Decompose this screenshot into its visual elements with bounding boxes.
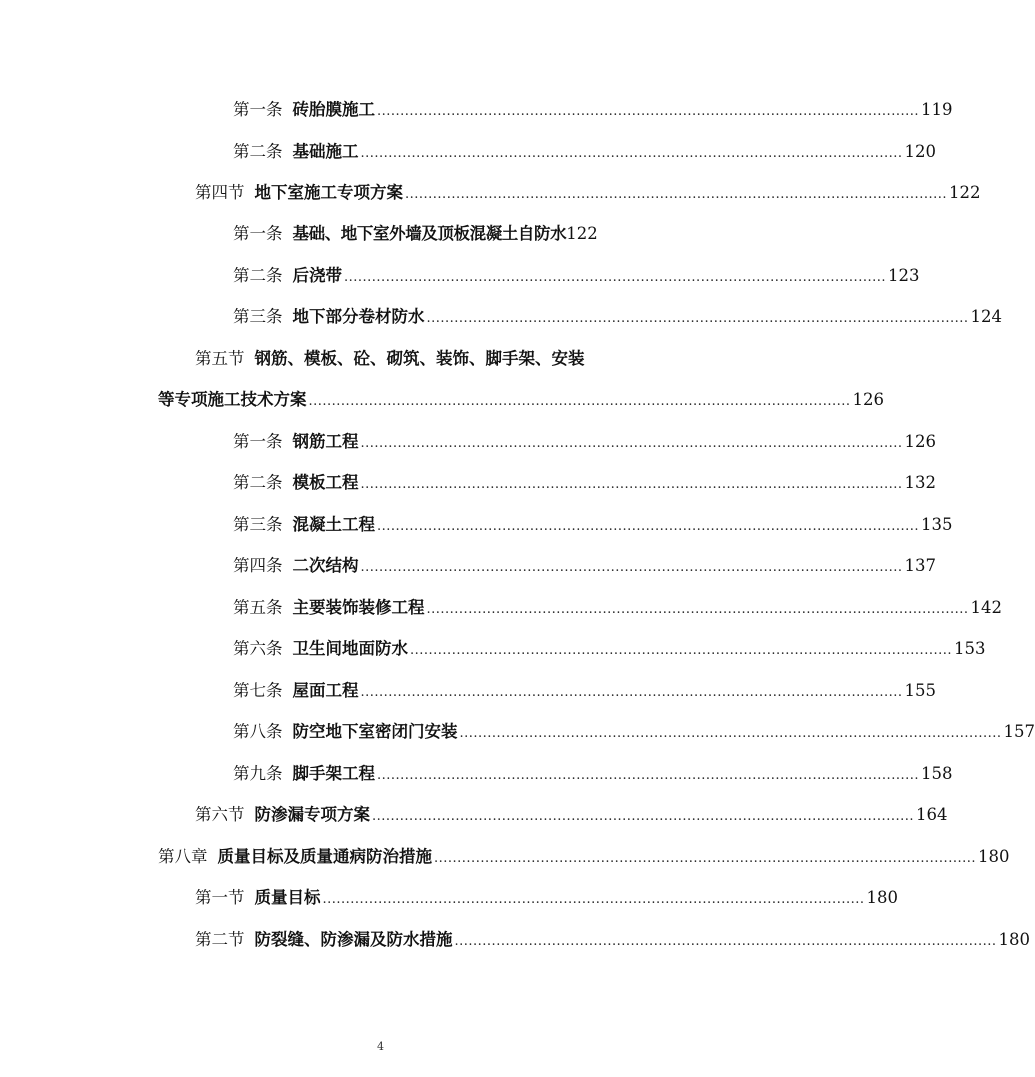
toc-entry-number: 第七条 xyxy=(233,681,283,700)
toc-entry[interactable] xyxy=(195,346,641,372)
toc-entry-title: 地下部分卷材防水 xyxy=(292,307,425,326)
toc-entry[interactable] xyxy=(233,263,920,289)
toc-entry-page: 126 xyxy=(852,390,884,409)
toc-entry-number: 第三条 xyxy=(233,307,283,326)
toc-leader-dots: ..................................................................................................................... xyxy=(372,809,914,824)
toc-entry-title: 混凝土工程 xyxy=(292,515,375,534)
toc-entry-page: 180 xyxy=(998,930,1030,949)
toc-entry-number: 第一节 xyxy=(195,888,245,907)
toc-leader-dots: ..................................................................................................................... xyxy=(426,311,969,326)
toc-leader-dots: ..................................................................................................................... xyxy=(360,436,903,451)
toc-entry[interactable] xyxy=(233,221,643,247)
toc-leader-dots: ..................................................................................................................... xyxy=(434,851,976,866)
toc-entry-title: 质量目标及质量通病防治措施 xyxy=(217,847,432,866)
toc-leader-dots: ..................................................................................................................... xyxy=(459,726,1002,741)
toc-entry-page: 153 xyxy=(953,639,986,658)
toc-entry-page: 122 xyxy=(566,224,598,243)
toc-entry-title: 卫生间地面防水 xyxy=(292,639,408,658)
toc-entry-page: 132 xyxy=(904,473,936,492)
toc-entry-title-continued: 等专项施工技术方案 xyxy=(158,390,307,409)
toc-entry[interactable] xyxy=(233,553,936,579)
toc-entry-title: 基础、地下室外墙及顶板混凝土自防水 xyxy=(292,224,567,243)
toc-entry-number: 第一条 xyxy=(233,224,283,243)
toc-entry[interactable] xyxy=(233,470,936,496)
toc-leader-dots: ..................................................................................................................... xyxy=(377,768,919,783)
toc-entry[interactable] xyxy=(233,719,1035,745)
toc-entry-number: 第一条 xyxy=(233,100,283,119)
toc-entry-number: 第四节 xyxy=(195,183,245,202)
toc-entry-title: 基础施工 xyxy=(292,142,359,161)
toc-leader-dots: ..................................................................................................................... xyxy=(322,892,865,907)
toc-entry[interactable] xyxy=(233,512,953,538)
toc-entry[interactable] xyxy=(233,429,936,455)
toc-entry-title: 防渗漏专项方案 xyxy=(254,805,370,824)
toc-entry[interactable] xyxy=(158,844,1010,870)
toc-entry[interactable] xyxy=(233,595,1002,621)
toc-entry-number: 第二条 xyxy=(233,473,283,492)
toc-leader-dots: ..................................................................................................................... xyxy=(360,685,903,700)
toc-entry-title: 砖胎膜施工 xyxy=(292,100,375,119)
toc-entry-title: 防空地下室密闭门安装 xyxy=(292,722,458,741)
toc-entry-number: 第九条 xyxy=(233,764,283,783)
toc-entry-title: 后浇带 xyxy=(292,266,342,285)
toc-entry-page: 158 xyxy=(920,764,953,783)
toc-entry[interactable] xyxy=(233,636,986,662)
toc-entry-page: 123 xyxy=(887,266,920,285)
toc-entry-number: 第一条 xyxy=(233,432,283,451)
toc-leader-dots: ..................................................................................................................... xyxy=(344,270,886,285)
toc-entry-number: 第二节 xyxy=(195,930,245,949)
toc-entry-page: 180 xyxy=(866,888,898,907)
toc-entry-title: 脚手架工程 xyxy=(292,764,375,783)
toc-leader-dots: ..................................................................................................................... xyxy=(405,187,947,202)
toc-leader-dots: ..................................................................................................................... xyxy=(360,146,903,161)
toc-entry-title: 主要装饰装修工程 xyxy=(292,598,425,617)
toc-entry-number: 第八章 xyxy=(158,847,208,866)
toc-entry-number: 第八条 xyxy=(233,722,283,741)
toc-leader-dots: ..................................................................................................................... xyxy=(410,643,952,658)
toc-entry-number: 第二条 xyxy=(233,266,283,285)
toc-entry-number: 第二条 xyxy=(233,142,283,161)
toc-leader-dots: ..................................................................................................................... xyxy=(454,934,997,949)
toc-entry[interactable] xyxy=(195,927,1030,953)
toc-leader-dots: ..................................................................................................................... xyxy=(308,394,851,409)
toc-entry-page: 135 xyxy=(920,515,953,534)
toc-entry-page: 120 xyxy=(904,142,936,161)
toc-entry-title: 模板工程 xyxy=(292,473,359,492)
toc-entry[interactable] xyxy=(195,180,981,206)
toc-entry-page: 124 xyxy=(970,307,1002,326)
toc-entry[interactable] xyxy=(233,139,936,165)
toc-entry-page: 122 xyxy=(948,183,981,202)
toc-entry-page: 155 xyxy=(904,681,936,700)
toc-entry-title: 防裂缝、防渗漏及防水措施 xyxy=(254,930,453,949)
toc-entry-title: 钢筋、模板、砼、砌筑、装饰、脚手架、安装 xyxy=(254,349,585,368)
toc-leader-dots: ..................................................................................................................... xyxy=(377,519,919,534)
toc-entry-title: 地下室施工专项方案 xyxy=(254,183,403,202)
toc-entry-number: 第五节 xyxy=(195,349,245,368)
toc-entry-number: 第三条 xyxy=(233,515,283,534)
toc-entry-title: 二次结构 xyxy=(292,556,359,575)
toc-entry-title: 屋面工程 xyxy=(292,681,359,700)
toc-entry-page: 126 xyxy=(904,432,936,451)
toc-entry-number: 第五条 xyxy=(233,598,283,617)
toc-entry-title: 质量目标 xyxy=(254,888,321,907)
toc-entry-page: 119 xyxy=(920,100,953,119)
toc-entry-page: 137 xyxy=(904,556,936,575)
toc-entry[interactable] xyxy=(195,802,948,828)
toc-entry[interactable] xyxy=(233,97,953,123)
toc-entry-title: 钢筋工程 xyxy=(292,432,359,451)
toc-entry-number: 第六节 xyxy=(195,805,245,824)
toc-entry-page: 157 xyxy=(1003,722,1035,741)
toc-entry-continuation[interactable] xyxy=(158,387,884,413)
toc-entry[interactable] xyxy=(233,678,936,704)
toc-leader-dots: ..................................................................................................................... xyxy=(377,104,919,119)
footer-page-number: 4 xyxy=(377,1040,384,1053)
toc-leader-dots: ..................................................................................................................... xyxy=(360,560,903,575)
toc-entry-number: 第四条 xyxy=(233,556,283,575)
toc-entry-page: 180 xyxy=(977,847,1010,866)
toc-entry[interactable] xyxy=(195,885,898,911)
toc-entry[interactable] xyxy=(233,761,953,787)
toc-leader-dots: ..................................................................................................................... xyxy=(360,477,903,492)
toc-entry-page: 142 xyxy=(970,598,1002,617)
toc-entry-page: 164 xyxy=(915,805,948,824)
toc-entry-number: 第六条 xyxy=(233,639,283,658)
toc-entry[interactable] xyxy=(233,304,1002,330)
toc-leader-dots: ..................................................................................................................... xyxy=(426,602,969,617)
